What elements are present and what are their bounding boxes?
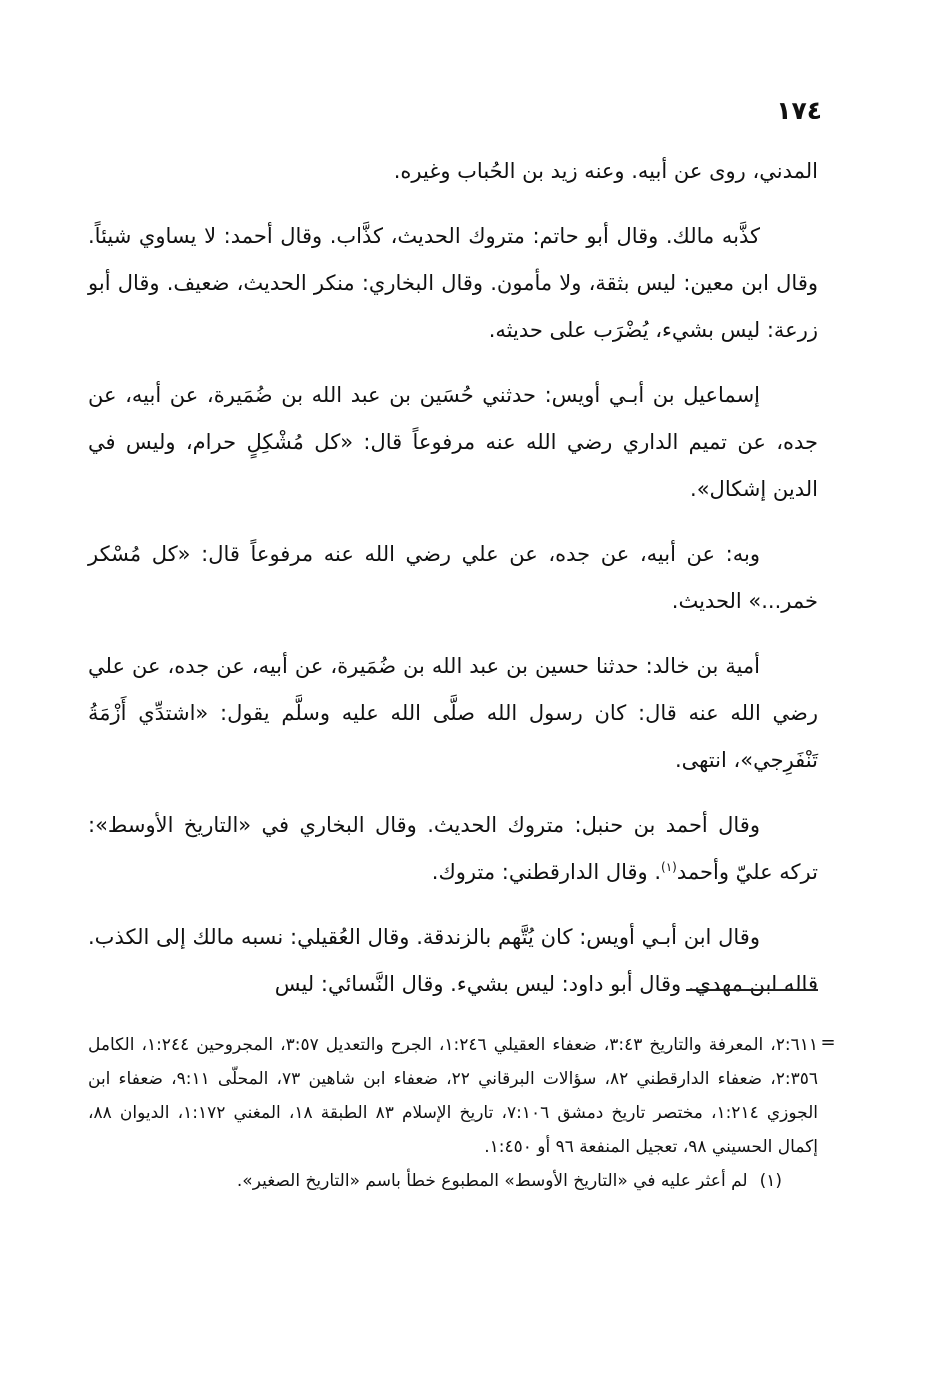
paragraph: إسماعيل بن أبـي أويس: حدثني حُسَين بن عبد الله بن ضُمَيرة، عن أبيه، عن جده، عن تميم الداري رضي الله عنه مرفوعاً قال: «كل مُشْكِلٍ حرام، وليس في الدين إشكال». — [88, 383, 818, 501]
paragraph — [88, 802, 818, 896]
paragraph-text: وقال أحمد بن حنبل: متروك الحديث. وقال البخاري في «التاريخ الأوسط»: تركه عليّ وأحمد — [88, 813, 818, 884]
paragraph: كذَّبه مالك. وقال أبو حاتم: متروك الحديث، كذَّاب. وقال أحمد: لا يساوي شيئاً. وقال ابن معين: ليس بثقة، ولا مأمون. وقال البخاري: منكر الحديث، ضعيف. وقال أبو زرعة: ليس بشيء، يُضْرَب على حديثه. — [88, 224, 818, 342]
paragraph: المدني، روى عن أبيه. وعنه زيد بن الحُباب وغيره. — [393, 159, 818, 183]
paragraph-text: . وقال الدارقطني: متروك. — [431, 860, 662, 884]
footnote-text: لم أعثر عليه في «التاريخ الأوسط» المطبوع خطأ باسم «التاريخ الصغير». — [236, 1171, 748, 1191]
paragraph: أمية بن خالد: حدثنا حسين بن عبد الله بن ضُمَيرة، عن أبيه، عن جده، عن علي رضي الله عنه قال: كان رسول الله صلَّى الله عليه وسلَّم يقول: «اشتدِّي أَزْمَةُ تَنْفَرِجي»، انتهى. — [88, 654, 818, 772]
paragraph: وبه: عن أبيه، عن جده، عن علي رضي الله عنه مرفوعاً قال: «كل مُسْكر خمر...» الحديث. — [88, 542, 818, 613]
footnotes — [88, 1028, 818, 1198]
footnote-reference: (١) — [661, 860, 677, 874]
footnote-divider — [686, 989, 818, 991]
footnote-number: (١) — [759, 1171, 782, 1191]
main-text — [88, 148, 818, 1026]
footnote — [88, 1164, 818, 1198]
paragraph: وقال ابن أبـي أويس: كان يُتَّهم بالزندقة. وقال العُقيلي: نسبه مالك إلى الكذب. قاله ابن مهدي. وقال أبو داود: ليس بشيء. وقال النَّسائي: ليس — [88, 925, 818, 996]
page-number: ١٧٤ — [776, 96, 822, 125]
footnote-continued: ٢:٦١١، المعرفة والتاريخ ٣:٤٣، ضعفاء العقيلي ١:٢٤٦، الجرح والتعديل ٣:٥٧، المجروحين ١:٢٤٤، الكامل ٢:٣٥٦، ضعفاء الدارقطني ٨٢، سؤالات البرقاني ٢٢، ضعفاء ابن شاهين ٧٣، المحلّى ٩:١١، ضعفاء ابن الجوزي ١:٢١٤، مختصر تاريخ دمشق ٧:١٠٦، تاريخ الإسلام ٨٣ الطبقة ١٨، المغني ١:١٧٢، الديوان ٨٨، إكمال الحسيني ٩٨، تعجيل المنفعة ٩٦ أو ١:٤٥٠. — [88, 1035, 819, 1157]
continuation-mark: = — [820, 1032, 836, 1053]
